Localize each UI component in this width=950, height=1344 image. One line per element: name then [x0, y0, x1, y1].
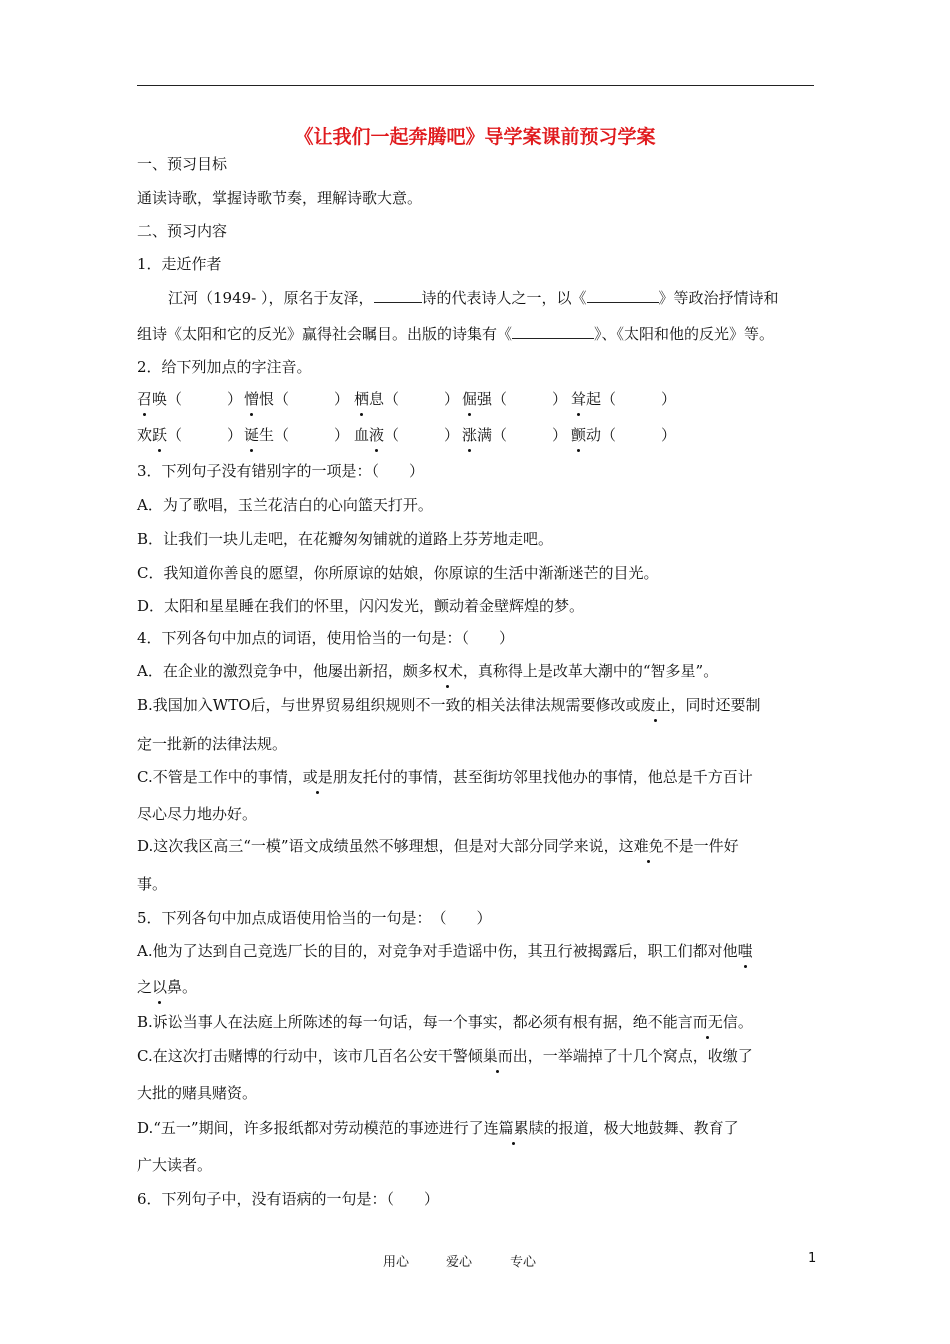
pinyin-item: [137, 388, 242, 409]
section-1-heading: 一、预习目标: [137, 155, 228, 173]
dotted-word: 或是: [302, 768, 333, 786]
q5-option-c-line-2: 大批的赌具赌资。: [137, 1084, 258, 1102]
dotted-word: 难免: [633, 837, 664, 855]
dotted-word: 权术: [432, 662, 463, 680]
pinyin-item: [571, 388, 676, 409]
dotted-char: 憎: [244, 390, 260, 408]
q5-option-a-line-1: [137, 940, 817, 961]
text: 血: [354, 426, 370, 444]
dotted-word: 言而无信: [677, 1013, 738, 1031]
text: ，一举端掉了十几个窝点，收缴了: [527, 1047, 753, 1065]
dotted-char: 召: [137, 390, 153, 408]
text: 欢: [137, 426, 153, 444]
dotted-word: 废止: [640, 696, 671, 714]
pinyin-item: [137, 424, 242, 445]
q3-option-a: A．为了歌唱，玉兰花洁白的心向篮天打开。: [137, 496, 433, 514]
pinyin-item: [244, 424, 349, 445]
q4-option-d-line-2: 事。: [137, 875, 168, 893]
pinyin-item: [571, 424, 676, 445]
page-title: 《让我们一起奔腾吧》导学案课前预习学案: [294, 126, 656, 148]
text: C.在这次打击赌博的行动中，该市几百名公安干警: [137, 1047, 468, 1065]
q4-option-d-line-1: [137, 835, 817, 856]
text: 诗的代表诗人之一，以《: [421, 289, 587, 307]
dotted-char: 涨: [462, 426, 478, 444]
dotted-word: 连篇累牍: [483, 1119, 544, 1137]
dotted-word: 嗤: [737, 942, 753, 960]
section-2-heading: 二、预习内容: [137, 222, 228, 240]
q5-option-b: [137, 1011, 817, 1032]
q4-option-a: [137, 660, 817, 681]
text: 强: [477, 390, 493, 408]
dotted-char: 跃: [152, 426, 168, 444]
header-rule: [137, 85, 814, 86]
q6-label: 6．下列句子中，没有语病的一句是：（ ）: [137, 1190, 440, 1208]
text: B.我国加入WTO后，与世界贸易组织规则不一致的相关法律法规需要修改或: [137, 696, 641, 714]
q1-label: 1．走近作者: [137, 255, 222, 273]
text: 生: [259, 426, 275, 444]
dotted-char: 栖: [354, 390, 370, 408]
q4-option-b-line-1: [137, 694, 817, 715]
text: 不是一件好: [663, 837, 739, 855]
q4-option-c-line-2: 尽心尽力地办好。: [137, 805, 258, 823]
text: 。: [737, 1013, 753, 1031]
answer-paren[interactable]: （ ）: [167, 426, 243, 444]
pinyin-item: [354, 424, 459, 445]
text: 组诗《太阳和它的反光》赢得社会瞩目。出版的诗集有《: [137, 325, 513, 343]
text: B.诉讼当事人在法庭上所陈述的每一句话，每一个事实，都必须有根有据，绝不能: [137, 1013, 678, 1031]
answer-paren[interactable]: （ ）: [384, 390, 460, 408]
q5-option-d-line-1: [137, 1117, 817, 1138]
text: C.不管是工作中的事情，: [137, 768, 303, 786]
q3-option-d: D．太阳和星星睡在我们的怀里，闪闪发光，颤动着金壁辉煌的梦。: [137, 597, 585, 615]
q3-option-b: B．让我们一块儿走吧，在花瓣匆匆铺就的道路上芬芳地走吧。: [137, 530, 554, 548]
text: 唤: [152, 390, 168, 408]
answer-paren[interactable]: （ ）: [384, 426, 460, 444]
fill-blank[interactable]: [587, 288, 659, 303]
q2-label: 2．给下列加点的字注音。: [137, 358, 312, 376]
answer-paren[interactable]: （ ）: [492, 426, 568, 444]
dotted-char: 倔: [462, 390, 478, 408]
dotted-word: 之以鼻: [137, 978, 183, 996]
q1-para-line-1: [168, 287, 848, 308]
q1-para-line-2: [137, 323, 817, 344]
q5-option-a-line-2: [137, 976, 817, 997]
dotted-word: 倾巢而出: [467, 1047, 528, 1065]
text: 恨: [259, 390, 275, 408]
q5-option-c-line-1: [137, 1045, 817, 1066]
pinyin-item: [244, 388, 349, 409]
answer-paren[interactable]: （ ）: [274, 426, 350, 444]
q3-option-c: C．我知道你善良的愿望，你所原谅的姑娘，你原谅的生活中渐渐迷芒的目光。: [137, 564, 659, 582]
page-number: 1: [808, 1251, 817, 1266]
text: 朋友托付的事情，甚至街坊邻里找他办的事情，他总是千方百计: [332, 768, 753, 786]
text: 起: [586, 390, 602, 408]
text: 》等政治抒情诗和: [658, 289, 779, 307]
q5-option-d-line-2: 广大读者。: [137, 1156, 213, 1174]
q4-option-c-line-1: [137, 766, 817, 787]
text: D.这次我区高三“一模”语文成绩虽然不够理想，但是对大部分同学来说，这: [137, 837, 634, 855]
footer-text: 爱心: [446, 1255, 473, 1270]
footer-text: 专心: [510, 1255, 537, 1270]
answer-paren[interactable]: （ ）: [274, 390, 350, 408]
text: ，同时还要制: [670, 696, 761, 714]
dotted-char: 耸: [571, 390, 587, 408]
text: 的报道，极大地鼓舞、教育了: [543, 1119, 739, 1137]
dotted-char: 颤: [571, 426, 587, 444]
pinyin-item: [462, 424, 567, 445]
text: D.“五一”期间，许多报纸都对劳动模范的事迹进行了: [137, 1119, 484, 1137]
text: 动: [586, 426, 602, 444]
q4-option-b-line-2: 定一批新的法律法规。: [137, 735, 288, 753]
answer-paren[interactable]: （ ）: [601, 390, 677, 408]
text: A．在企业的激烈竞争中，他屡出新招，颇多: [137, 662, 433, 680]
text: ，真称得上是改革大潮中的“智多星”。: [462, 662, 719, 680]
pinyin-item: [462, 388, 567, 409]
text: 。: [182, 978, 198, 996]
answer-paren[interactable]: （ ）: [492, 390, 568, 408]
dotted-char: 诞: [244, 426, 260, 444]
q5-label: 5．下列各句中加点成语使用恰当的一句是： （ ）: [137, 909, 492, 927]
text: 》、《太阳和他的反光》等。: [594, 325, 775, 343]
text: 满: [477, 426, 493, 444]
text: 江河（1949- ），原名于友泽，: [168, 289, 374, 307]
q4-label: 4．下列各句中加点的词语，使用恰当的一句是：（ ）: [137, 629, 515, 647]
answer-paren[interactable]: （ ）: [167, 390, 243, 408]
dotted-char: 液: [369, 426, 385, 444]
text: A.他为了达到自己竞选厂长的目的，对竞争对手造谣中伤，其丑行被揭露后，职工们都对他: [137, 942, 738, 960]
text: 息: [369, 390, 385, 408]
section-1-text: 通读诗歌，掌握诗歌节奏，理解诗歌大意。: [137, 189, 423, 207]
footer-text: 用心: [383, 1255, 410, 1270]
fill-blank[interactable]: [512, 324, 594, 339]
fill-blank[interactable]: [374, 288, 422, 303]
pinyin-item: [354, 388, 459, 409]
q3-label: 3．下列句子没有错别字的一项是：（ ）: [137, 462, 425, 480]
answer-paren[interactable]: （ ）: [601, 426, 677, 444]
